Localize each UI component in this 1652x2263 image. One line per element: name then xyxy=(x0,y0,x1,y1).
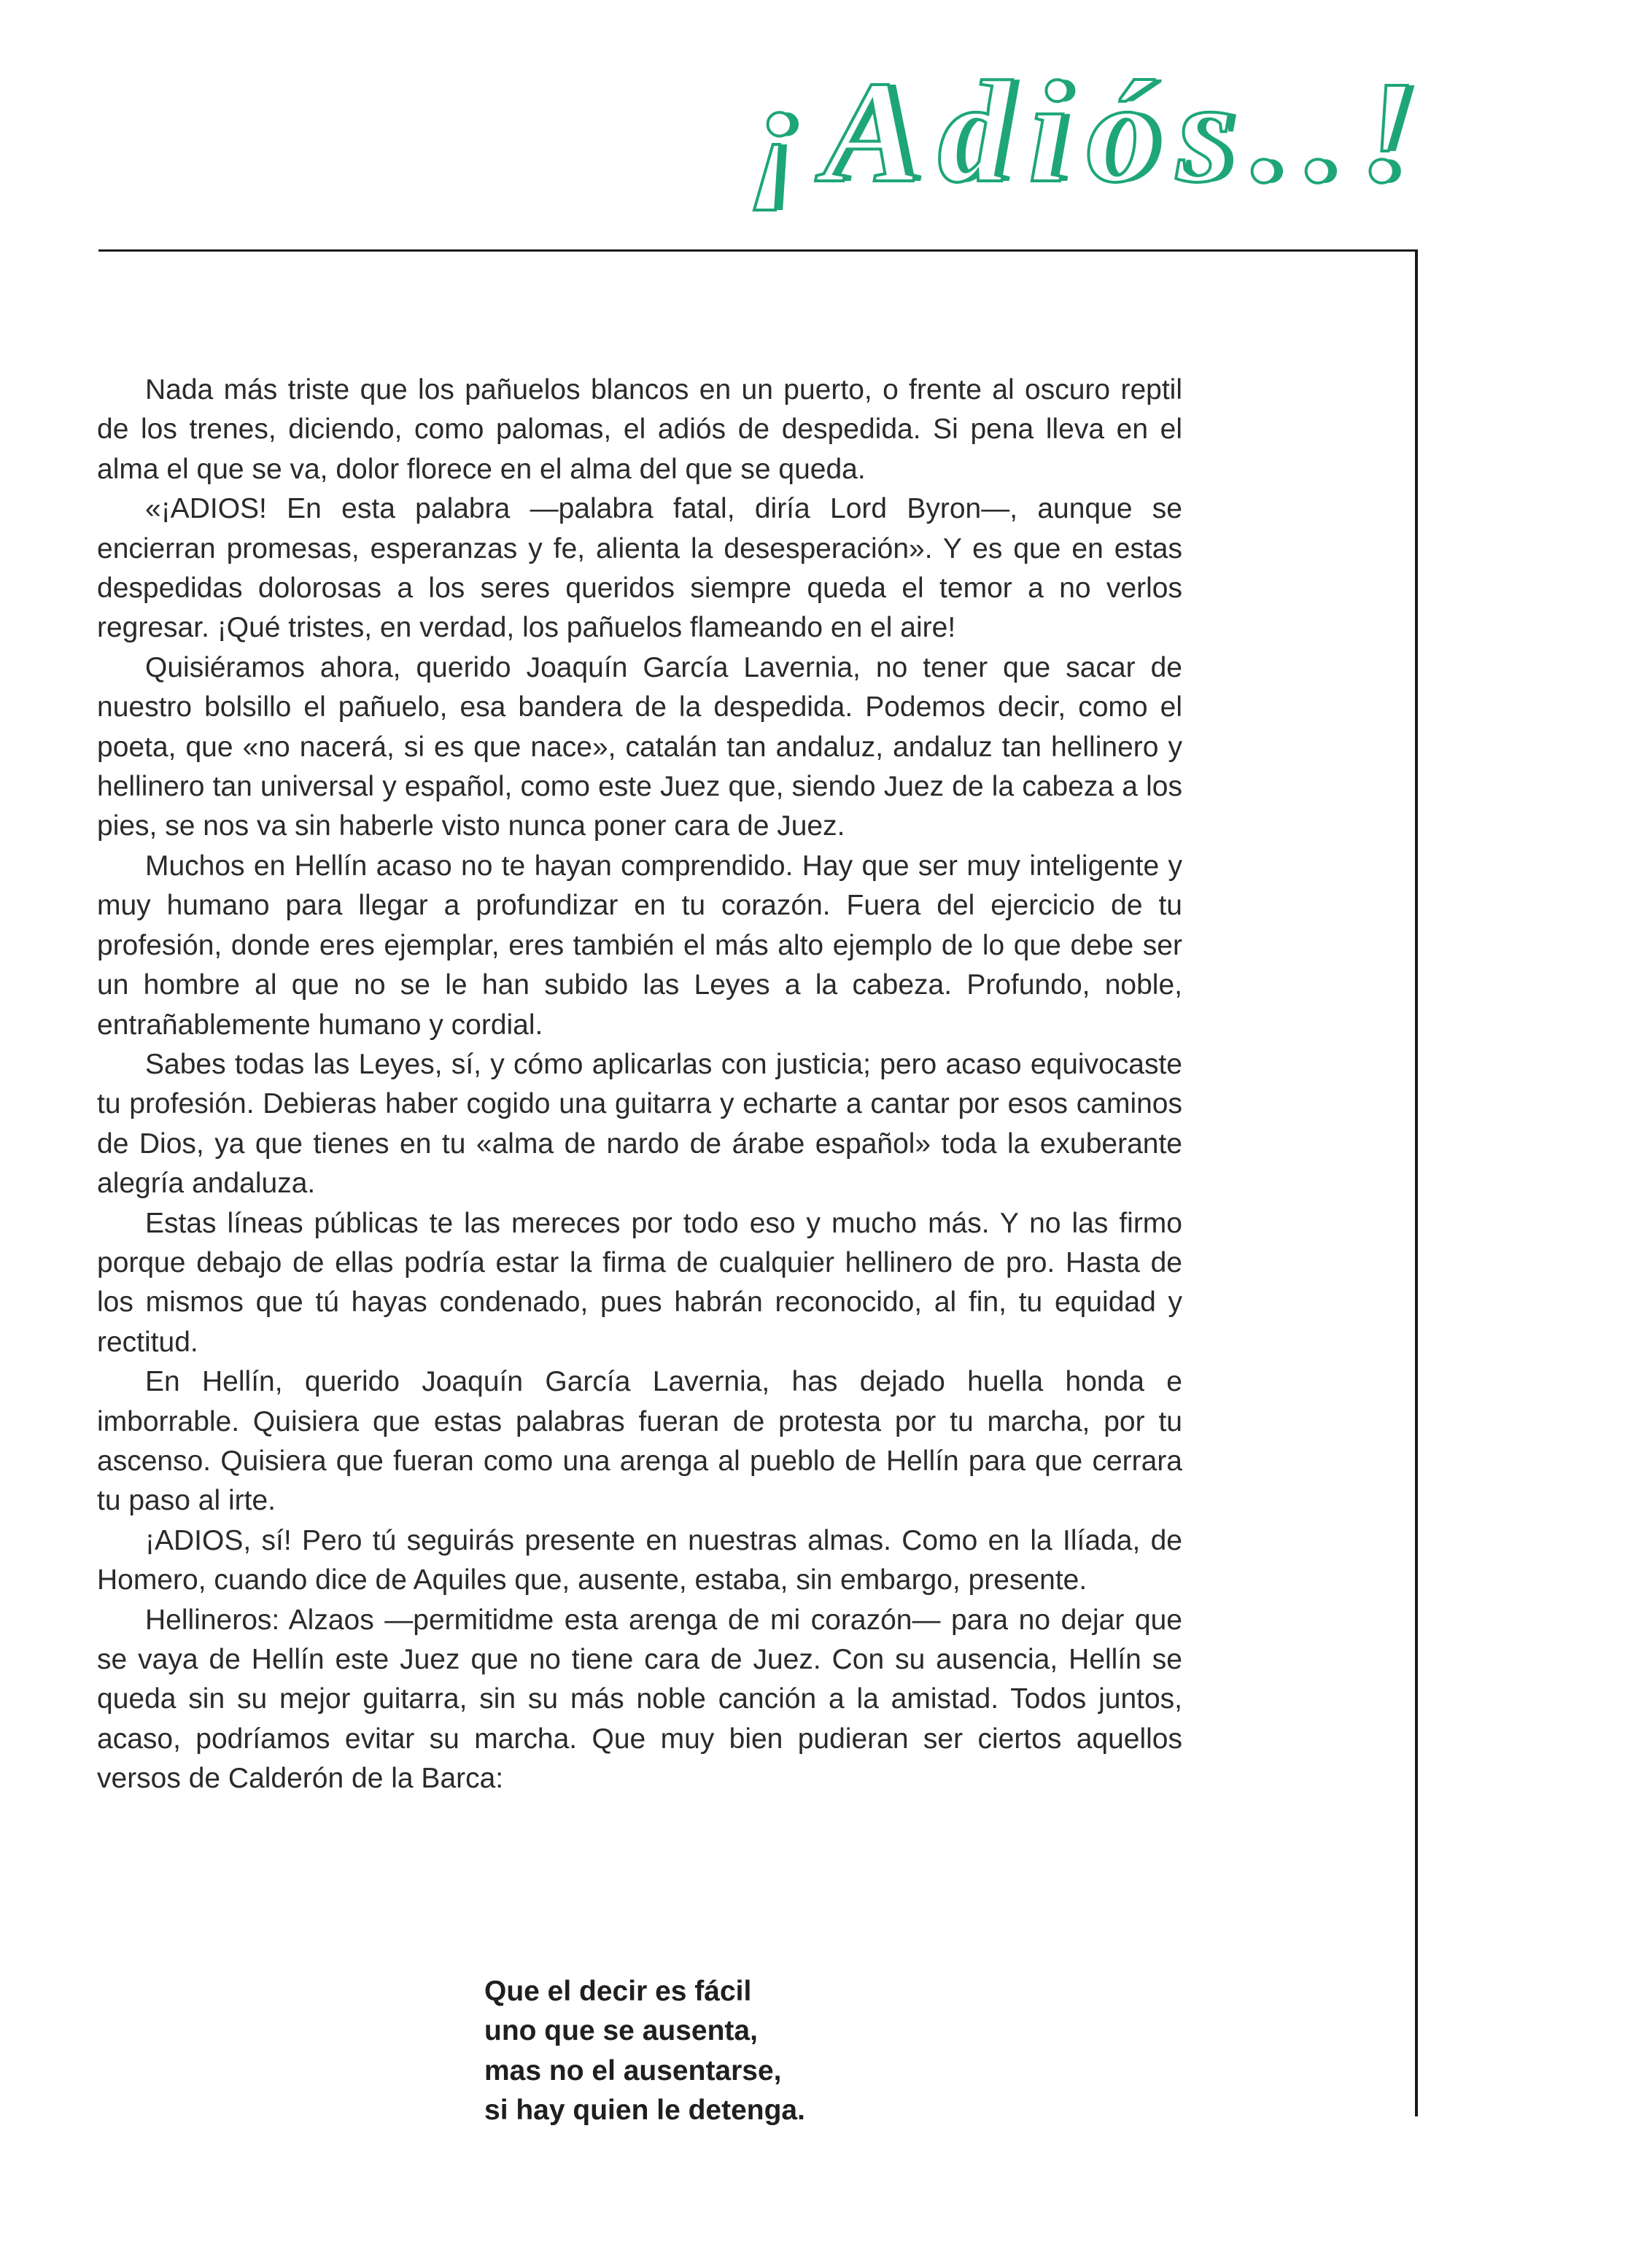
verse-quote xyxy=(484,1972,805,2131)
paragraph: Nada más triste que los pañuelos blancos en un puerto, o frente al oscuro reptil de los trenes, diciendo, como palomas, el adiós de despedida. Si pena lleva en el alma el que se va, dolor florece en el alma del que se queda. xyxy=(97,374,1182,485)
paragraph: Muchos en Hellín acaso no te hayan comprendido. Hay que ser muy inteligente y muy humano para llegar a profundizar en tu corazón. Fuera del ejercicio de tu profesión, donde eres ejemplar, eres también el más alto ejemplo de lo que debe ser un hombre al que no se le han subido las Leyes a la cabeza. Profundo, noble, entrañablemente humano y cordial. xyxy=(97,850,1182,1041)
verse-line: uno que se ausenta, xyxy=(484,2015,758,2047)
paragraph: ¡ADIOS, sí! Pero tú seguirás presente en nuestras almas. Como en la Ilíada, de Homero, cuando dice de Aquiles que, ausente, estaba, sin embargo, presente. xyxy=(97,1524,1182,1596)
paragraph: Quisiéramos ahora, querido Joaquín García Lavernia, no tener que sacar de nuestro bolsillo el pañuelo, esa bandera de la despedida. Podemos decir, como el poeta, que «no nacerá, si es que nace», catalán tan andaluz, andaluz tan hellinero y hellinero tan universal y español, como este Juez que, siendo Juez de la cabeza a los pies, se nos va sin haberle visto nunca poner cara de Juez. xyxy=(97,651,1182,842)
right-border-line xyxy=(1415,249,1418,2116)
article-body xyxy=(97,370,1182,1799)
verse-line: Que el decir es fácil xyxy=(484,1976,752,2007)
paragraph: Hellineros: Alzaos —permitidme esta arenga de mi corazón— para no dejar que se vaya de Hellín este Juez que no tiene cara de Juez. Con su ausencia, Hellín se queda sin su mejor guitarra, sin su más noble canción a la amistad. Todos juntos, acaso, podríamos evitar su marcha. Que muy bien pudieran ser ciertos aquellos versos de Calderón de la Barca: xyxy=(97,1604,1182,1795)
paragraph: En Hellín, querido Joaquín García Lavernia, has dejado huella honda e imborrable. Quisiera que estas palabras fueran de protesta por tu marcha, por tu ascenso. Quisiera que fueran como una arenga al pueblo de Hellín para que cerrara tu paso al irte. xyxy=(97,1366,1182,1517)
paragraph: Sabes todas las Leyes, sí, y cómo aplicarlas con justicia; pero acaso equivocaste tu profesión. Debieras haber cogido una guitarra y echarte a cantar por esos caminos de Dios, ya que tienes en tu «alma de nardo de árabe español» toda la exuberante alegría andaluza. xyxy=(97,1048,1182,1200)
article-title: ¡Adiós..! xyxy=(748,52,1433,213)
paragraph: Estas líneas públicas te las mereces por todo eso y mucho más. Y no las firmo porque debajo de ellas podría estar la firma de cualquier hellinero de pro. Hasta de los mismos que tú hayas condenado, pues habrán reconocido, al fin, tu equidad y rectitud. xyxy=(97,1207,1182,1358)
paragraph: «¡ADIOS! En esta palabra —palabra fatal, diría Lord Byron—, aunque se encierran promesas, esperanzas y fe, alienta la desesperación». Y es que en estas despedidas dolorosas a los seres queridos siempre queda el temor a no verlos regresar. ¡Qué tristes, en verdad, los pañuelos flameando en el aire! xyxy=(97,493,1182,644)
top-border-line xyxy=(98,249,1418,252)
verse-line: si hay quien le detenga. xyxy=(484,2095,805,2127)
verse-line: mas no el ausentarse, xyxy=(484,2054,782,2087)
